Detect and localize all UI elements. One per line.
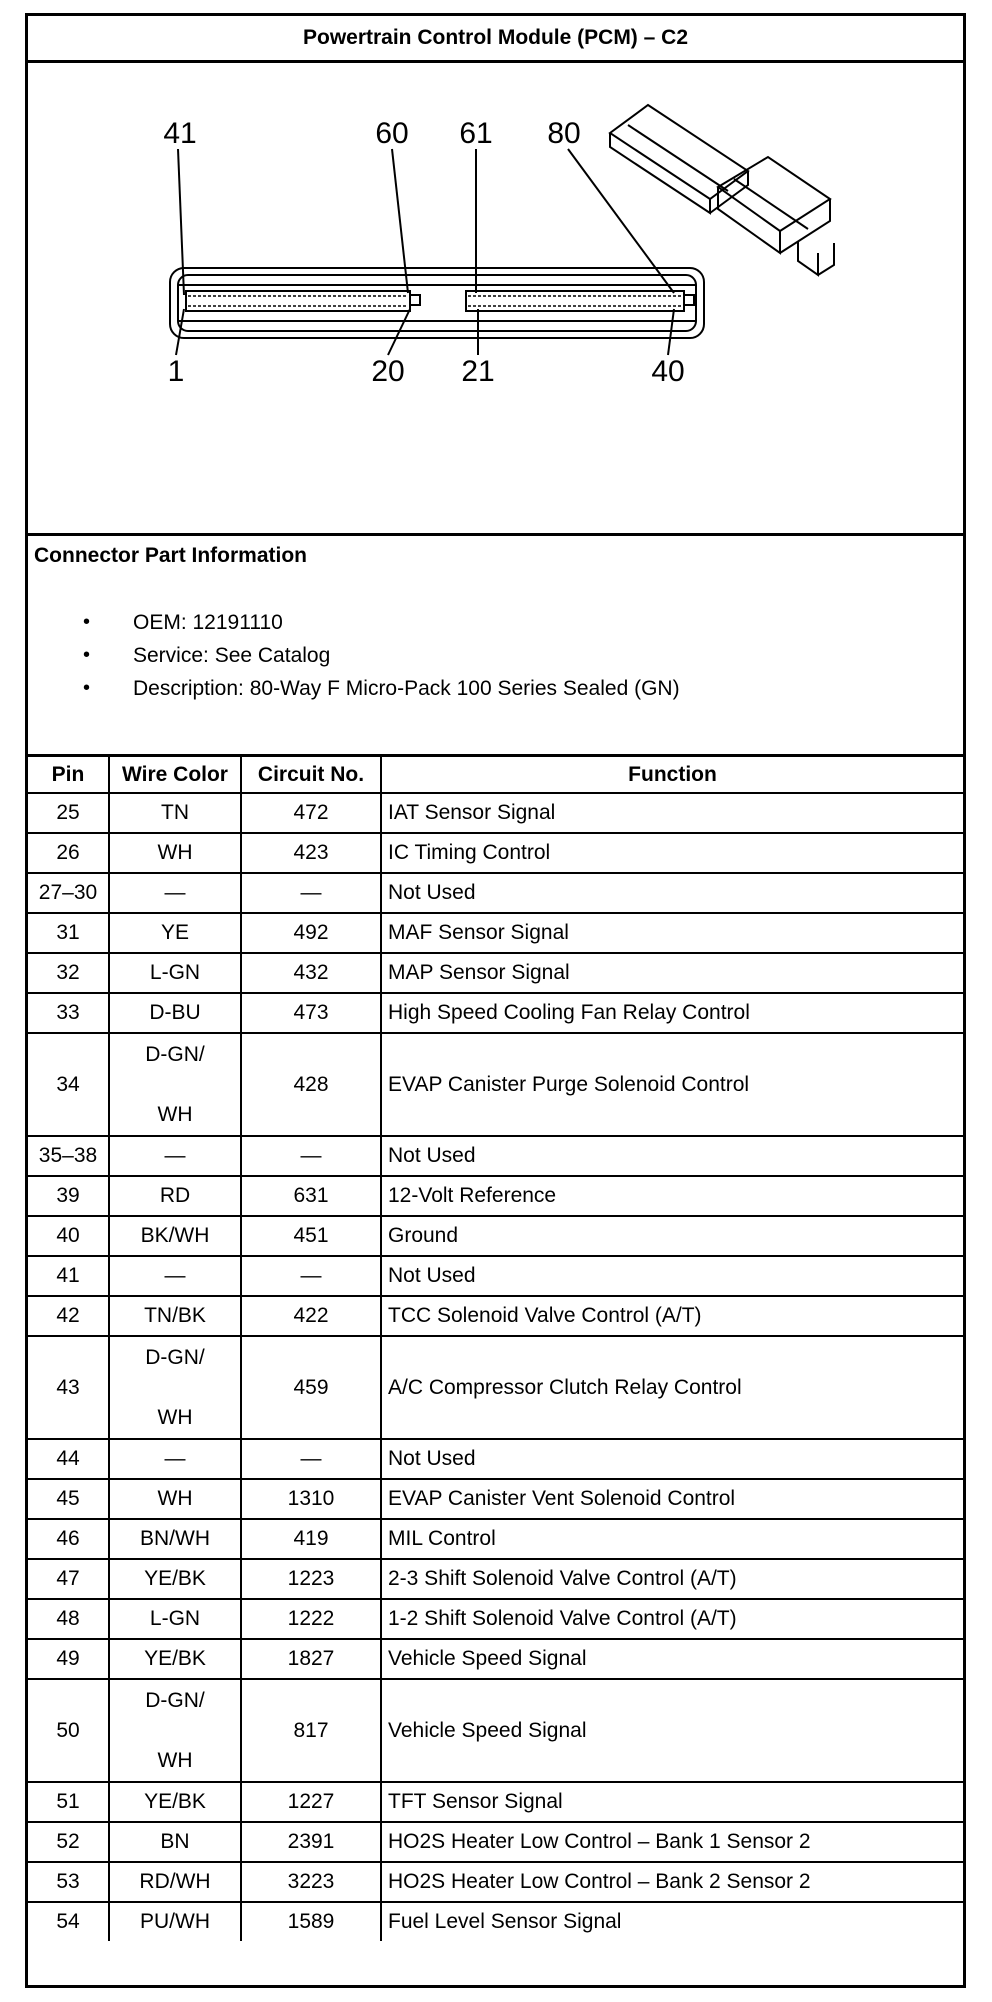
connector-perspective-view	[610, 105, 834, 275]
connector-info-item	[28, 672, 680, 705]
pin-cell: 31	[28, 913, 109, 953]
connector-info-list	[28, 606, 680, 705]
wire-color-cell: WH	[109, 833, 241, 873]
pin-label-21: 21	[461, 355, 495, 388]
wire-color-cell: YE/BK	[109, 1559, 241, 1599]
circuit-cell: 492	[241, 913, 381, 953]
circuit-cell: 419	[241, 1519, 381, 1559]
circuit-cell: 3223	[241, 1862, 381, 1902]
page-title: Powertrain Control Module (PCM) – C2	[28, 16, 963, 63]
function-cell: MAP Sensor Signal	[381, 953, 963, 993]
circuit-cell: —	[241, 1439, 381, 1479]
bullet-icon: •	[83, 677, 91, 699]
pin-cell: 46	[28, 1519, 109, 1559]
table-row	[28, 1822, 963, 1862]
pin-label-40: 40	[651, 355, 685, 388]
circuit-cell: 2391	[241, 1822, 381, 1862]
circuit-cell: 473	[241, 993, 381, 1033]
wire-color-cell: —	[109, 1439, 241, 1479]
table-row	[28, 1782, 963, 1822]
pin-cell: 27–30	[28, 873, 109, 913]
pin-cell: 53	[28, 1862, 109, 1902]
wire-color-cell: RD	[109, 1176, 241, 1216]
wire-color-cell: WH	[109, 1479, 241, 1519]
function-cell: IAT Sensor Signal	[381, 793, 963, 833]
function-cell: Not Used	[381, 1439, 963, 1479]
function-cell: Not Used	[381, 873, 963, 913]
pin-cell: 48	[28, 1599, 109, 1639]
pin-cell: 47	[28, 1559, 109, 1599]
table-row	[28, 993, 963, 1033]
pin-cell: 54	[28, 1902, 109, 1941]
circuit-cell: 1589	[241, 1902, 381, 1941]
circuit-cell: 428	[241, 1033, 381, 1136]
circuit-cell: —	[241, 873, 381, 913]
wire-color-line: D-GN/	[145, 1042, 205, 1066]
table-row	[28, 1176, 963, 1216]
pin-cell: 41	[28, 1256, 109, 1296]
table-row	[28, 1336, 963, 1439]
pin-label-61: 61	[459, 117, 493, 150]
function-cell: HO2S Heater Low Control – Bank 2 Sensor 2	[381, 1862, 963, 1902]
wire-color-cell: D-BU	[109, 993, 241, 1033]
table-row	[28, 1216, 963, 1256]
connector-info-text: OEM: 12191110	[133, 611, 283, 634]
pin-cell: 45	[28, 1479, 109, 1519]
wire-color-cell: BK/WH	[109, 1216, 241, 1256]
function-cell: EVAP Canister Vent Solenoid Control	[381, 1479, 963, 1519]
function-cell: 12-Volt Reference	[381, 1176, 963, 1216]
table-row	[28, 1479, 963, 1519]
pin-label-80: 80	[547, 117, 581, 150]
wire-color-cell: L-GN	[109, 953, 241, 993]
wire-color-cell: TN	[109, 793, 241, 833]
table-row	[28, 953, 963, 993]
pin-label-1: 1	[167, 355, 185, 388]
table-row	[28, 873, 963, 913]
function-cell: IC Timing Control	[381, 833, 963, 873]
pin-cell: 51	[28, 1782, 109, 1822]
table-row	[28, 1256, 963, 1296]
table-row	[28, 1639, 963, 1679]
function-cell: MAF Sensor Signal	[381, 913, 963, 953]
connector-info-heading: Connector Part Information	[34, 544, 308, 567]
connector-info-item	[28, 639, 680, 672]
function-cell: TCC Solenoid Valve Control (A/T)	[381, 1296, 963, 1336]
table-row	[28, 793, 963, 833]
table-row	[28, 1136, 963, 1176]
wire-color-cell: PU/WH	[109, 1902, 241, 1941]
pin-cell: 26	[28, 833, 109, 873]
table-row	[28, 1519, 963, 1559]
pin-cell: 49	[28, 1639, 109, 1679]
pin-cell: 43	[28, 1336, 109, 1439]
pin-label-60: 60	[375, 117, 409, 150]
connector-sheet	[25, 13, 966, 1988]
wire-color-cell: BN/WH	[109, 1519, 241, 1559]
connector-illustration	[28, 63, 963, 533]
circuit-cell: 422	[241, 1296, 381, 1336]
bullet-icon: •	[83, 611, 91, 633]
wire-color-line: WH	[157, 1405, 193, 1429]
circuit-cell: 432	[241, 953, 381, 993]
circuit-cell: 1223	[241, 1559, 381, 1599]
wire-color-cell: L-GN	[109, 1599, 241, 1639]
table-row	[28, 833, 963, 873]
pin-label-41: 41	[163, 117, 197, 150]
table-row	[28, 1559, 963, 1599]
pin-cell: 33	[28, 993, 109, 1033]
wire-color-cell: YE/BK	[109, 1782, 241, 1822]
function-cell: Ground	[381, 1216, 963, 1256]
column-header-function: Function	[381, 757, 963, 793]
function-cell: 1-2 Shift Solenoid Valve Control (A/T)	[381, 1599, 963, 1639]
wire-color-cell: YE	[109, 913, 241, 953]
connector-info-item	[28, 606, 680, 639]
function-cell: High Speed Cooling Fan Relay Control	[381, 993, 963, 1033]
circuit-cell: 472	[241, 793, 381, 833]
function-cell: Vehicle Speed Signal	[381, 1679, 963, 1782]
wire-color-cell: —	[109, 1136, 241, 1176]
pin-cell: 25	[28, 793, 109, 833]
pin-cell: 34	[28, 1033, 109, 1136]
pin-cell: 44	[28, 1439, 109, 1479]
bullet-icon: •	[83, 644, 91, 666]
pin-label-20: 20	[371, 355, 405, 388]
column-header-pin: Pin	[28, 757, 109, 793]
wire-color-cell	[109, 1336, 241, 1439]
wire-color-cell: —	[109, 1256, 241, 1296]
circuit-cell: 817	[241, 1679, 381, 1782]
connector-info-text: Service: See Catalog	[133, 644, 331, 667]
function-cell: MIL Control	[381, 1519, 963, 1559]
table-row	[28, 1439, 963, 1479]
function-cell: Vehicle Speed Signal	[381, 1639, 963, 1679]
wire-color-cell: TN/BK	[109, 1296, 241, 1336]
connector-part-info	[28, 536, 963, 757]
circuit-cell: 423	[241, 833, 381, 873]
wire-color-line: D-GN/	[145, 1345, 205, 1369]
pin-cell: 52	[28, 1822, 109, 1862]
connector-diagram	[28, 63, 963, 536]
table-row	[28, 913, 963, 953]
table-row	[28, 1033, 963, 1136]
circuit-cell: 631	[241, 1176, 381, 1216]
connector-info-text: Description: 80-Way F Micro-Pack 100 Series Sealed (GN)	[133, 677, 680, 700]
circuit-cell: 1310	[241, 1479, 381, 1519]
function-cell: Not Used	[381, 1136, 963, 1176]
table-row	[28, 1902, 963, 1941]
wire-color-line: WH	[157, 1748, 193, 1772]
column-header-circuit-no: Circuit No.	[241, 757, 381, 793]
table-row	[28, 1599, 963, 1639]
function-cell: HO2S Heater Low Control – Bank 1 Sensor 2	[381, 1822, 963, 1862]
wire-color-cell	[109, 1679, 241, 1782]
table-row	[28, 1296, 963, 1336]
pin-cell: 35–38	[28, 1136, 109, 1176]
wire-color-cell: —	[109, 873, 241, 913]
wire-color-cell: RD/WH	[109, 1862, 241, 1902]
circuit-cell: 451	[241, 1216, 381, 1256]
pin-cell: 42	[28, 1296, 109, 1336]
circuit-cell: —	[241, 1256, 381, 1296]
table-row	[28, 1862, 963, 1902]
pin-cell: 40	[28, 1216, 109, 1256]
function-cell: A/C Compressor Clutch Relay Control	[381, 1336, 963, 1439]
function-cell: TFT Sensor Signal	[381, 1782, 963, 1822]
function-cell: 2-3 Shift Solenoid Valve Control (A/T)	[381, 1559, 963, 1599]
wire-color-cell	[109, 1033, 241, 1136]
pin-table-body	[28, 793, 963, 1941]
table-row	[28, 1679, 963, 1782]
wire-color-line: WH	[157, 1102, 193, 1126]
circuit-cell: 459	[241, 1336, 381, 1439]
circuit-cell: 1222	[241, 1599, 381, 1639]
pin-cell: 39	[28, 1176, 109, 1216]
function-cell: Fuel Level Sensor Signal	[381, 1902, 963, 1941]
function-cell: Not Used	[381, 1256, 963, 1296]
circuit-cell: 1227	[241, 1782, 381, 1822]
wire-color-cell: BN	[109, 1822, 241, 1862]
pin-cell: 50	[28, 1679, 109, 1782]
pin-table	[28, 757, 963, 1941]
circuit-cell: —	[241, 1136, 381, 1176]
table-header-row	[28, 757, 963, 793]
function-cell: EVAP Canister Purge Solenoid Control	[381, 1033, 963, 1136]
circuit-cell: 1827	[241, 1639, 381, 1679]
wire-color-cell: YE/BK	[109, 1639, 241, 1679]
wire-color-line: D-GN/	[145, 1688, 205, 1712]
pin-cell: 32	[28, 953, 109, 993]
column-header-wire-color: Wire Color	[109, 757, 241, 793]
